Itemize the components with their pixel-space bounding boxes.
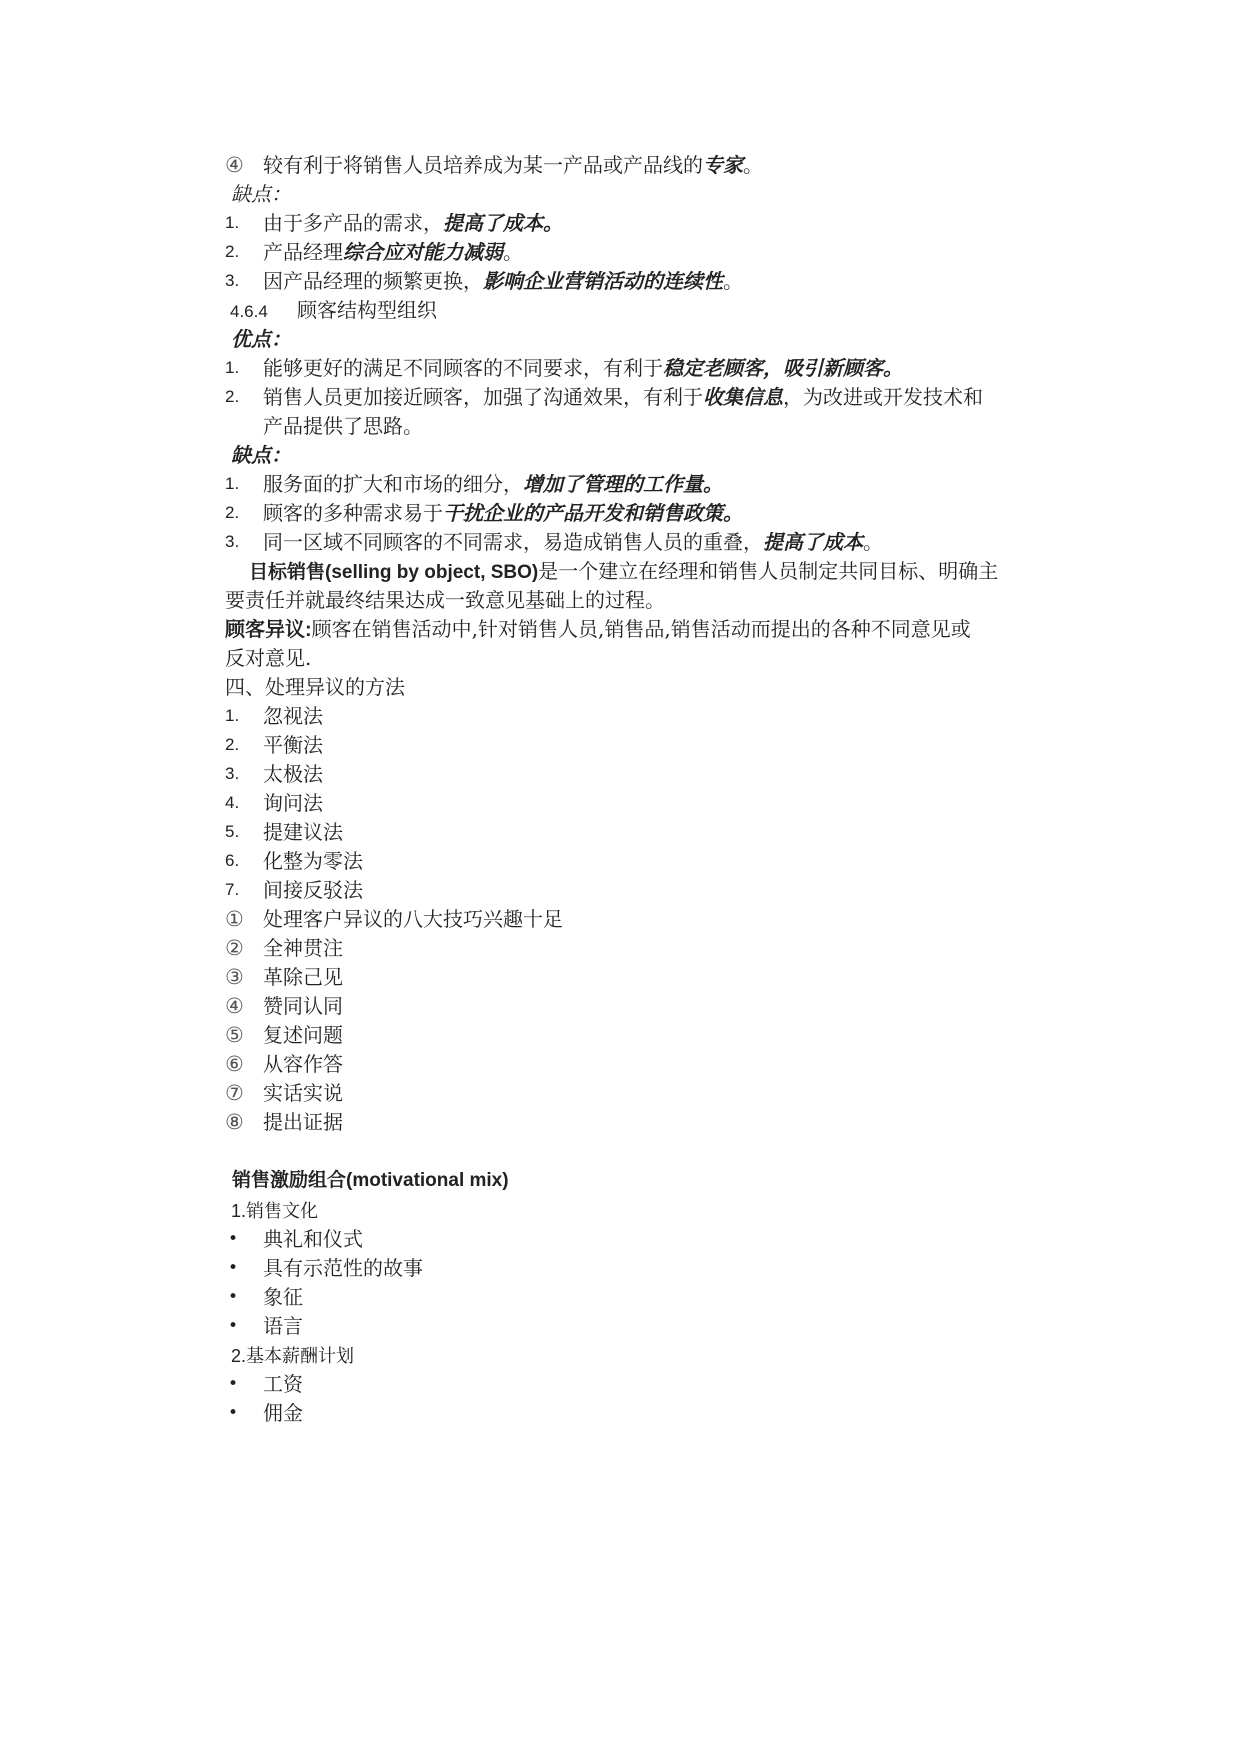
list-number: 4. [225,793,240,812]
emphasis-text: 干扰企业的产品开发和销售政策。 [443,501,743,525]
list-marker: ② [225,936,244,960]
list-number: 1. [225,358,240,377]
section-heading [230,295,437,325]
list-text-tail: ，为改进或开发技术和 [783,385,983,409]
list-text: 顾客的多种需求易于 [263,501,443,525]
list-text: 工资 [263,1372,303,1396]
paragraph-line: 反对意见. [225,646,312,670]
list-number: 1. [225,706,240,725]
list-number: 2. [225,503,240,522]
list-text: 询问法 [263,791,323,815]
list-text: 产品经理 [263,240,343,264]
list-text: 革除己见 [263,965,343,989]
bullet-marker: • [228,1403,239,1423]
list-text: 同一区域不同顾客的不同需求，易造成销售人员的重叠， [263,530,763,554]
emphasis-text: 影响企业营销活动的连续性 [483,269,723,293]
bullet-marker: • [228,1287,239,1307]
list-text: 化整为零法 [263,849,363,873]
bullet-marker: • [228,1374,239,1394]
paragraph-line: 要责任并就最终结果达成一致意见基础上的过程。 [225,588,665,612]
list-number: 3. [225,532,240,551]
emphasis-text: 专家 [703,153,743,177]
bullet-marker: • [228,1229,239,1249]
list-marker: ④ [225,994,244,1018]
bullet-marker: • [228,1316,239,1336]
punctuation: 。 [863,530,883,554]
list-number: 7. [225,880,240,899]
pros-heading: 优点： [231,327,291,351]
list-marker: ⑥ [225,1052,244,1076]
list-marker: ④ [225,153,244,177]
list-text: 象征 [263,1285,303,1309]
pay-heading [231,1340,354,1370]
motivation-heading: 销售激励组合(motivational mix) [232,1170,509,1191]
list-text: 间接反驳法 [263,878,363,902]
list-number: 2. [225,242,240,261]
list-number: 5. [225,822,240,841]
bullet-marker: • [228,1258,239,1278]
list-text: 实话实说 [263,1081,343,1105]
list-text: 能够更好的满足不同顾客的不同要求，有利于 [263,356,663,380]
list-text: 忽视法 [263,704,323,728]
list-text: 因产品经理的频繁更换， [263,269,483,293]
punctuation: 。 [743,153,763,177]
section-title: 顾客结构型组织 [297,298,437,322]
paragraph-objection [225,614,971,644]
cons-heading: 缺点： [231,182,291,206]
list-number: 2. [225,735,240,754]
pay-heading-text: 2.基本薪酬计划 [231,1346,355,1366]
list-text: 服务面的扩大和市场的细分， [263,472,523,496]
list-text: 典礼和仪式 [263,1227,363,1251]
list-text: 销售人员更加接近顾客，加强了沟通效果，有利于 [263,385,703,409]
culture-heading-text: 1.销售文化 [231,1201,319,1221]
list-number: 1. [225,213,240,232]
paragraph-text: 是一个建立在经理和销售人员制定共同目标、明确主 [538,559,999,583]
list-number: 3. [225,764,240,783]
list-text: 具有示范性的故事 [263,1256,423,1280]
list-marker: ⑧ [225,1110,244,1134]
culture-heading [231,1195,318,1225]
list-text: 复述问题 [263,1023,343,1047]
list-text: 提出证据 [263,1110,343,1134]
list-text: 较有利于将销售人员培养成为某一产品或产品线的 [263,153,703,177]
list-text: 处理客户异议的八大技巧兴趣十足 [263,907,563,931]
list-text: 赞同认同 [263,994,343,1018]
paragraph-sbo [249,556,998,586]
emphasis-text: 提高了成本。 [443,211,563,235]
list-marker: ⑤ [225,1023,244,1047]
emphasis-text: 提高了成本 [763,530,863,554]
term-objection: 顾客异议: [225,619,312,641]
list-number: 3. [225,271,240,290]
paragraph-text: 顾客在销售活动中,针对销售人员,销售品,销售活动而提出的各种不同意见或 [311,617,971,641]
methods-heading: 四、处理异议的方法 [225,675,405,699]
emphasis-text: 稳定老顾客，吸引新顾客。 [663,356,903,380]
list-number: 1. [225,474,240,493]
list-text: 平衡法 [263,733,323,757]
term-sbo: 目标销售(selling by object, SBO) [249,562,539,583]
emphasis-text: 综合应对能力减弱 [343,240,503,264]
list-number: 6. [225,851,240,870]
punctuation: 。 [723,269,743,293]
emphasis-text: 增加了管理的工作量。 [523,472,723,496]
list-text: 太极法 [263,762,323,786]
emphasis-text: 收集信息 [703,385,783,409]
list-text: 语言 [263,1314,303,1338]
list-item-continuation: 产品提供了思路。 [263,414,423,438]
list-marker: ① [225,907,244,931]
list-text: 全神贯注 [263,936,343,960]
list-number: 2. [225,387,240,406]
section-number: 4.6.4 [230,302,268,321]
list-text: 从容作答 [263,1052,343,1076]
list-marker: ③ [225,965,244,989]
cons-heading: 缺点： [231,443,291,467]
list-text: 佣金 [263,1401,303,1425]
list-text: 由于多产品的需求， [263,211,443,235]
punctuation: 。 [503,240,523,264]
list-marker: ⑦ [225,1081,244,1105]
list-text: 提建议法 [263,820,343,844]
